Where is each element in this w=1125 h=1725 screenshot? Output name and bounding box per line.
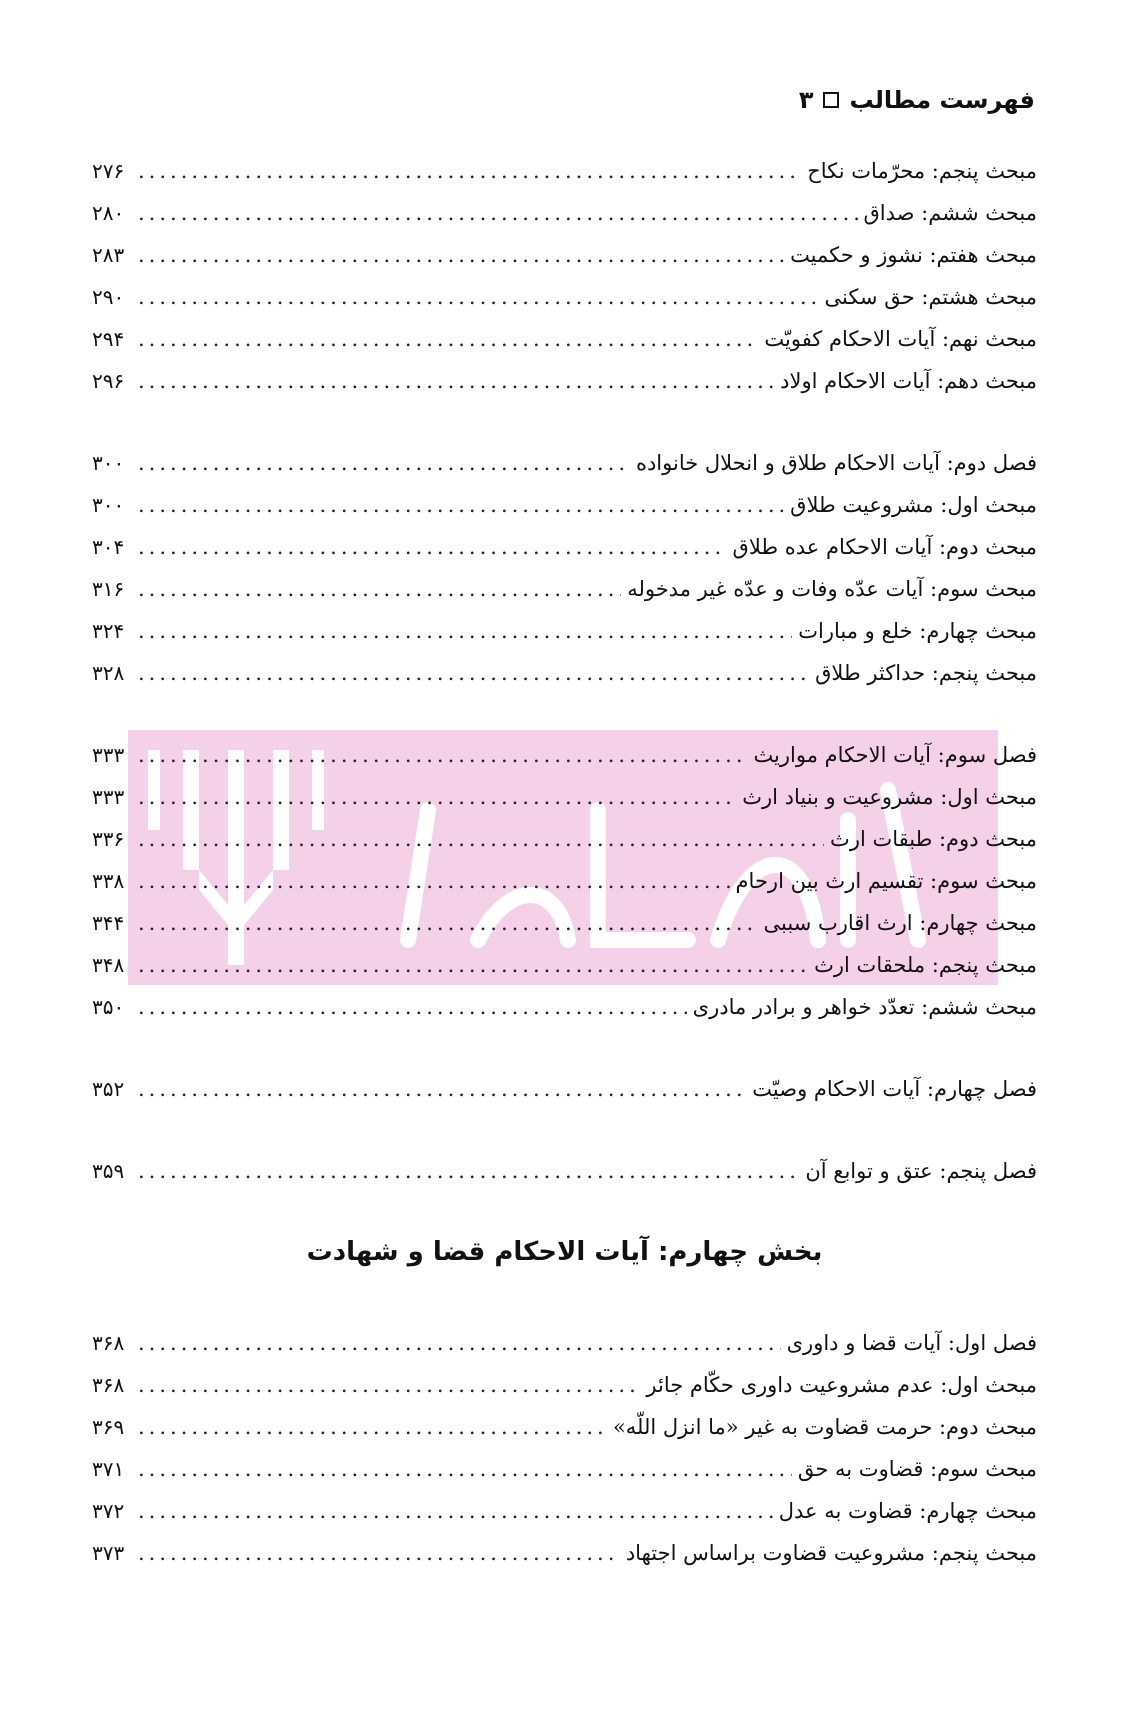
header-title: فهرست مطالب [849, 86, 1035, 114]
entry-page: ۳۵۲ [92, 1077, 125, 1101]
toc-entry[interactable] [92, 276, 1037, 318]
page-header [90, 80, 1035, 120]
entry-title: مبحث سوم: تقسیم ارث بین ارحام [735, 869, 1037, 893]
entry-page: ۳۱۶ [92, 577, 125, 601]
entry-title: مبحث پنجم: محرّمات نکاح [807, 159, 1037, 183]
entry-title: مبحث دوم: آیات الاحکام عده طلاق [732, 535, 1037, 559]
toc-entry[interactable] [92, 818, 1037, 860]
entry-page: ۳۴۴ [92, 911, 125, 935]
entry-title: فصل چهارم: آیات الاحکام وصیّت [752, 1077, 1037, 1101]
leader-dots [138, 1068, 746, 1110]
header-page-number: ۳ [798, 86, 814, 114]
entry-page: ۳۳۳ [92, 785, 125, 809]
toc-entry[interactable] [92, 442, 1037, 484]
entry-page: ۳۳۳ [92, 743, 125, 767]
leader-dots [138, 360, 774, 402]
entry-page: ۲۸۳ [92, 243, 125, 267]
entry-page: ۳۰۰ [92, 493, 125, 517]
toc-entry[interactable] [92, 902, 1037, 944]
entry-title: مبحث دهم: آیات الاحکام اولاد [780, 369, 1037, 393]
leader-dots [138, 1406, 607, 1448]
toc-entry[interactable] [92, 484, 1037, 526]
toc-entry[interactable] [92, 318, 1037, 360]
entry-page: ۳۵۰ [92, 995, 125, 1019]
toc-entry[interactable] [92, 192, 1037, 234]
entry-page: ۳۷۳ [92, 1541, 125, 1565]
leader-dots [138, 1322, 781, 1364]
entry-title: مبحث پنجم: ملحقات ارث [814, 953, 1037, 977]
toc-entry[interactable] [92, 1406, 1037, 1448]
leader-dots [138, 1364, 640, 1406]
toc-entry[interactable] [92, 1364, 1037, 1406]
leader-dots [138, 818, 824, 860]
toc-group-divorce [92, 442, 1037, 694]
leader-dots [138, 568, 621, 610]
leader-dots [138, 442, 630, 484]
leader-dots [138, 526, 727, 568]
toc-entry[interactable] [92, 776, 1037, 818]
leader-dots [138, 944, 808, 986]
leader-dots [138, 484, 784, 526]
entry-title: مبحث نهم: آیات الاحکام کفویّت [764, 327, 1037, 351]
section-heading: بخش چهارم: آیات الاحکام قضا و شهادت [306, 1237, 823, 1267]
leader-dots [138, 192, 858, 234]
toc-group-judgment [92, 1322, 1037, 1574]
leader-dots [138, 1532, 620, 1574]
entry-title: مبحث ششم: تعدّد خواهر و برادر مادری [692, 995, 1037, 1019]
toc-entry[interactable] [92, 986, 1037, 1028]
entry-title: مبحث دوم: حرمت قضاوت به غیر «ما انزل اللّه» [612, 1415, 1037, 1439]
entry-page: ۳۴۸ [92, 953, 125, 977]
entry-page: ۳۵۹ [92, 1159, 125, 1183]
entry-page: ۲۸۰ [92, 201, 125, 225]
leader-dots [138, 1448, 792, 1490]
entry-title: مبحث اول: مشروعیت و بنیاد ارث [742, 785, 1037, 809]
entry-title: مبحث پنجم: حداکثر طلاق [815, 661, 1037, 685]
leader-dots [138, 902, 758, 944]
entry-title: مبحث اول: عدم مشروعیت داوری حکّام جائر [646, 1373, 1037, 1397]
toc-group-inheritance [92, 734, 1037, 1028]
header-square-icon [823, 92, 839, 108]
entry-title: مبحث ششم: صداق [863, 201, 1037, 225]
entry-title: فصل پنجم: عتق و توابع آن [805, 1159, 1037, 1183]
toc-entry[interactable] [92, 734, 1037, 776]
entry-title: فصل اول: آیات قضا و داوری [786, 1331, 1037, 1355]
entry-page: ۲۷۶ [92, 159, 125, 183]
entry-title: مبحث چهارم: قضاوت به عدل [778, 1499, 1037, 1523]
entry-title: مبحث پنجم: مشروعیت قضاوت براساس اجتهاد [625, 1541, 1037, 1565]
toc-entry[interactable] [92, 1322, 1037, 1364]
leader-dots [138, 610, 792, 652]
toc-entry[interactable] [92, 1150, 1037, 1192]
entry-title: مبحث چهارم: خلع و مبارات [798, 619, 1037, 643]
leader-dots [138, 234, 784, 276]
leader-dots [138, 150, 801, 192]
entry-page: ۲۹۰ [92, 285, 125, 309]
entry-page: ۳۷۲ [92, 1499, 125, 1523]
toc-group-manumission [92, 1150, 1037, 1192]
entry-title: فصل دوم: آیات الاحکام طلاق و انحلال خانواده [635, 451, 1037, 475]
leader-dots [138, 1150, 799, 1192]
leader-dots [138, 276, 818, 318]
leader-dots [138, 734, 747, 776]
toc-entry[interactable] [92, 652, 1037, 694]
toc-entry[interactable] [92, 1490, 1037, 1532]
entry-page: ۲۹۶ [92, 369, 125, 393]
entry-title: مبحث اول: مشروعیت طلاق [790, 493, 1037, 517]
entry-page: ۳۷۱ [92, 1457, 125, 1481]
entry-page: ۳۳۸ [92, 869, 125, 893]
toc-entry[interactable] [92, 1532, 1037, 1574]
toc-entry[interactable] [92, 944, 1037, 986]
toc-group-marriage [92, 150, 1037, 402]
entry-title: مبحث سوم: آیات عدّه وفات و عدّه غیر مدخوله [627, 577, 1037, 601]
entry-title: مبحث هشتم: حق سکنی [824, 285, 1037, 309]
toc-entry[interactable] [92, 610, 1037, 652]
toc-entry[interactable] [92, 234, 1037, 276]
leader-dots [138, 986, 687, 1028]
entry-title: مبحث هفتم: نشوز و حکمیت [790, 243, 1037, 267]
leader-dots [138, 318, 758, 360]
entry-page: ۳۶۸ [92, 1331, 125, 1355]
toc-entry[interactable] [92, 360, 1037, 402]
leader-dots [138, 1490, 773, 1532]
entry-page: ۳۲۴ [92, 619, 125, 643]
toc-entry[interactable] [92, 150, 1037, 192]
toc-entry[interactable] [92, 860, 1037, 902]
table-of-contents [92, 150, 1037, 1614]
leader-dots [138, 652, 809, 694]
entry-title: فصل سوم: آیات الاحکام مواریث [753, 743, 1037, 767]
entry-page: ۳۰۰ [92, 451, 125, 475]
leader-dots [138, 860, 730, 902]
entry-page: ۳۰۴ [92, 535, 125, 559]
toc-group-will [92, 1068, 1037, 1110]
entry-page: ۳۶۸ [92, 1373, 125, 1397]
toc-entry[interactable] [92, 1068, 1037, 1110]
entry-page: ۳۶۹ [92, 1415, 125, 1439]
toc-entry[interactable] [92, 526, 1037, 568]
entry-page: ۳۲۸ [92, 661, 125, 685]
entry-page: ۳۳۶ [92, 827, 125, 851]
leader-dots [138, 776, 736, 818]
toc-entry[interactable] [92, 1448, 1037, 1490]
entry-title: مبحث دوم: طبقات ارث [830, 827, 1037, 851]
toc-entry[interactable] [92, 568, 1037, 610]
entry-title: مبحث چهارم: ارث اقارب سببی [763, 911, 1037, 935]
entry-page: ۲۹۴ [92, 327, 125, 351]
entry-title: مبحث سوم: قضاوت به حق [797, 1457, 1037, 1481]
